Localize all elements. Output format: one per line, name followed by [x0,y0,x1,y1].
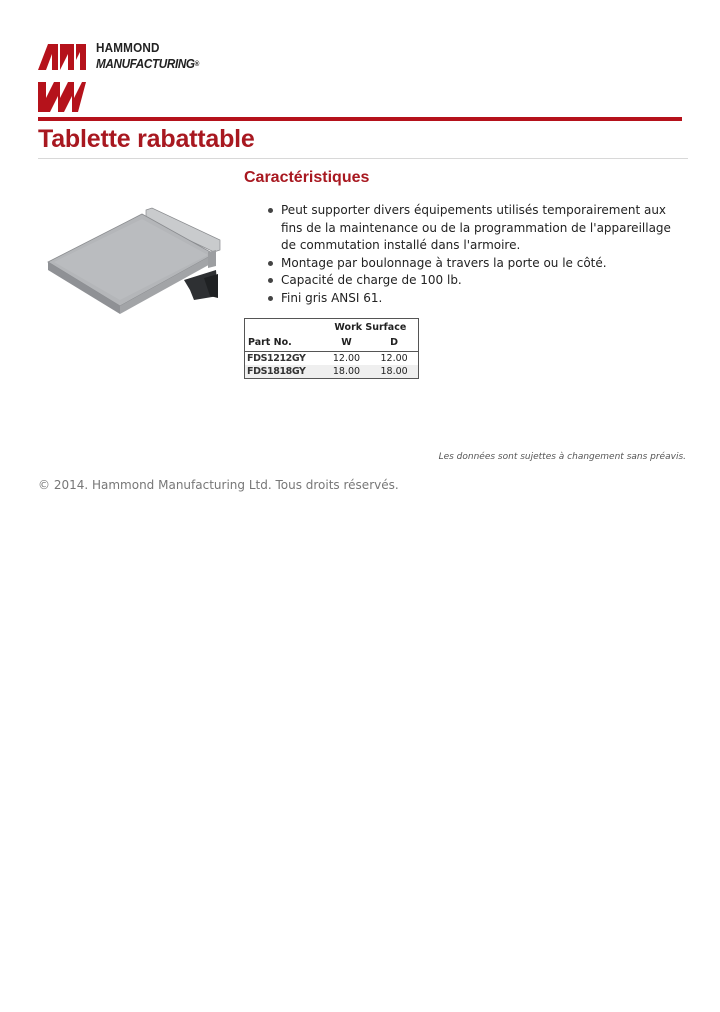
brand-line-2 [96,57,199,70]
features-heading: Caractéristiques [244,169,370,186]
table-row [245,365,419,379]
depth-header: D [370,335,418,352]
folding-shelf-image [44,200,230,330]
change-notice: Les données sont sujettes à changement sans préavis. [438,452,686,462]
part-number-cell: FDS1818GY [245,365,323,379]
part-no-header: Part No. [245,335,323,352]
feature-item: Montage par boulonnage à travers la porte ou le côté. [263,255,688,273]
page-title: Tablette rabattable [38,125,255,153]
width-cell: 12.00 [332,353,361,364]
brand-line-1: HAMMOND [96,40,160,55]
feature-item: Peut supporter divers équipements utilisés temporairement aux fins de la maintenance ou de la programmation de l'appareillage de commutation installé dans l'armoire. [263,202,688,255]
copyright-text: © 2014. Hammond Manufacturing Ltd. Tous droits réservés. [38,478,399,492]
feature-item: Capacité de charge de 100 lb. [263,272,688,290]
width-cell: 18.00 [323,365,371,379]
brand-wordmark [96,41,210,70]
brand-line-2-text: MANUFACTURING [96,56,195,71]
table-row [245,352,419,366]
features-list [263,202,688,307]
width-header: W [323,335,371,352]
header-divider [38,117,682,121]
title-divider [38,158,688,159]
spacer-header [245,319,323,336]
depth-cell: 18.00 [370,365,418,379]
feature-item: Fini gris ANSI 61. [263,290,688,308]
part-number-cell: FDS1212GY [247,353,306,364]
spec-table [244,318,419,379]
work-surface-header: Work Surface [334,322,407,333]
registered-mark: ® [194,61,199,69]
depth-cell: 12.00 [380,353,408,364]
